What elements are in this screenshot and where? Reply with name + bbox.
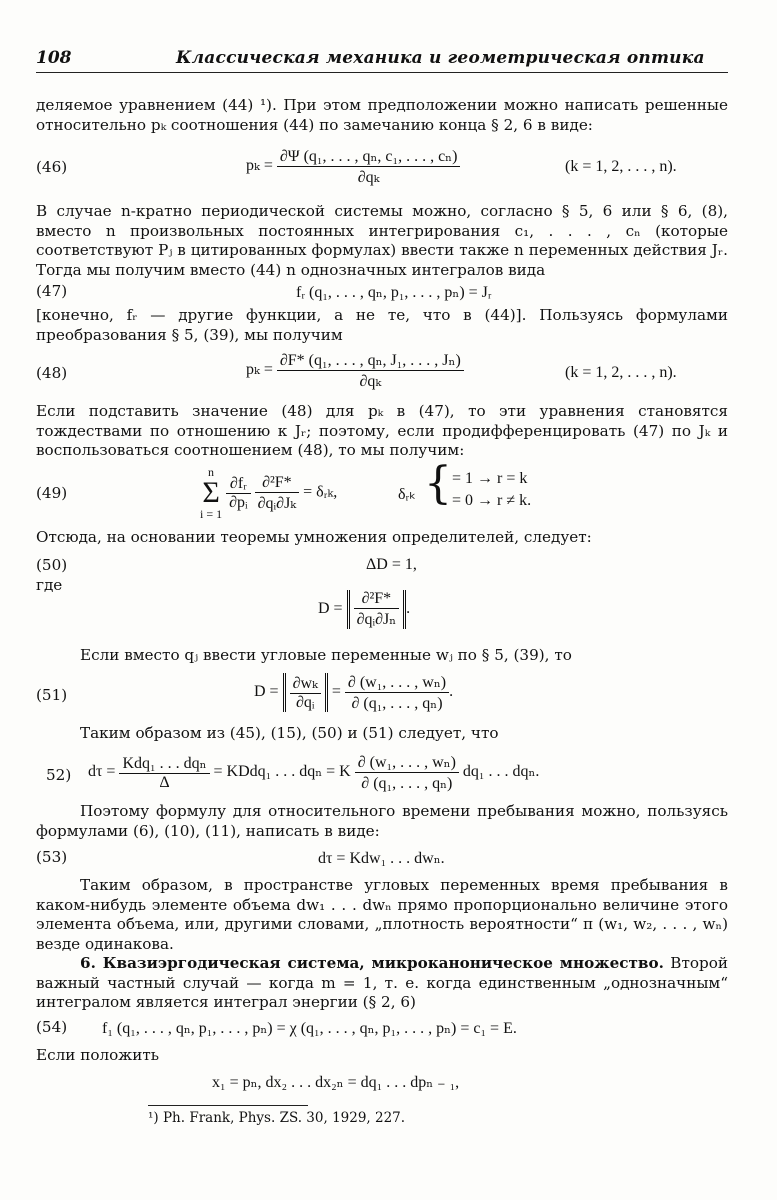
eqD-numerator: ∂²F* bbox=[354, 590, 400, 609]
eq49-delta: δᵣₖ bbox=[398, 486, 417, 503]
eq46-condition: (k = 1, 2, . . . , n). bbox=[565, 158, 677, 175]
eq49-sum-bottom: i = 1 bbox=[200, 507, 223, 521]
eq53-number: (53) bbox=[36, 848, 68, 866]
eq49-fraction-1 bbox=[226, 475, 251, 512]
eq49-fraction-2 bbox=[255, 474, 300, 513]
eq48-condition: (k = 1, 2, . . . , n). bbox=[565, 364, 677, 381]
paragraph-2: В случае n-кратно периодической системы можно, согласно § 5, 6 или § 6, (8), вместо n произвольных постоянных интегрирования c₁, . . . , cₙ (которые соответствуют Pⱼ в цитированных формулах) ввести также n переменных действия Jᵣ. Тогда мы получим вместо (44) n однозначных интегралов вида bbox=[36, 202, 728, 279]
eq52-tail: dq₁ . . . dqₙ. bbox=[462, 763, 540, 781]
paragraph-10-text: Второй важный частный случай — когда m = 1, т. е. когда единственным „однозначным“ интегралом является интеграл энергии (§ 2, 6) bbox=[36, 954, 728, 1011]
sigma-symbol: Σ bbox=[202, 476, 220, 509]
eq49-summation bbox=[200, 466, 222, 520]
eq52-n1: Kdq₁ . . . dqₙ bbox=[119, 753, 209, 774]
eqD-denominator: ∂qᵢ∂Jₙ bbox=[356, 611, 397, 628]
eq52-fraction-1 bbox=[119, 753, 209, 792]
eq47-number: (47) bbox=[36, 282, 68, 300]
eq52-fraction-2 bbox=[355, 752, 459, 793]
equation-49 bbox=[200, 466, 337, 520]
eq51-tail: . bbox=[449, 683, 454, 701]
eq49-f2-num: ∂²F* bbox=[255, 474, 300, 493]
paragraph-9: Таким образом, в пространстве угловых переменных время пребывания в каком-нибудь элементе объема dw₁ . . . dwₙ прямо пропорционально величине этого элемента объема, или, другими словами, „плотность вероятности“ π (w₁, w₂, . . . , wₙ) везде одинакова. bbox=[36, 876, 728, 953]
equation-46 bbox=[246, 146, 460, 187]
paragraph-11: Если положить bbox=[36, 1046, 160, 1064]
eq49-number: (49) bbox=[36, 484, 68, 502]
page-number: 108 bbox=[36, 48, 72, 68]
eq51-equals: = bbox=[331, 683, 341, 701]
equation-D bbox=[318, 590, 410, 629]
eq51-fraction-2 bbox=[345, 672, 449, 713]
eq49-f2-den: ∂qᵢ∂Jₖ bbox=[257, 494, 297, 512]
equation-51 bbox=[254, 672, 453, 713]
eq46-number: (46) bbox=[36, 158, 68, 176]
eq50-number: (50) bbox=[36, 556, 68, 574]
footnote-rule bbox=[148, 1105, 308, 1106]
eq48-number: (48) bbox=[36, 364, 68, 382]
paragraph-10 bbox=[36, 954, 728, 1013]
where-word: где bbox=[36, 576, 63, 594]
paragraph-6: Если вместо qⱼ ввести угловые переменные wⱼ по § 5, (39), то bbox=[80, 646, 572, 664]
equation-47: fᵣ (q₁, . . . , qₙ, p₁, . . . , pₙ) = Jᵣ bbox=[296, 284, 492, 301]
eq49-rhs: = δᵣₖ, bbox=[303, 483, 338, 501]
eq51-determinant bbox=[283, 673, 328, 712]
eq52-n2: ∂ (w₁, . . . , wₙ) bbox=[355, 752, 459, 773]
eq51-n2: ∂ (w₁, . . . , wₙ) bbox=[345, 672, 449, 693]
left-brace: { bbox=[424, 458, 452, 509]
eq51-number: (51) bbox=[36, 686, 68, 704]
page-header bbox=[36, 44, 728, 74]
eq46-fraction bbox=[277, 146, 461, 187]
eq52-number: 52) bbox=[46, 766, 72, 784]
eq49-case-2: = 0 → r ≠ k. bbox=[452, 492, 532, 509]
equation-53: dτ = Kdw₁ . . . dwₙ. bbox=[318, 850, 445, 867]
eq51-n1: ∂wₖ bbox=[290, 673, 321, 694]
eq49-f1-num: ∂fᵣ bbox=[226, 475, 251, 494]
eq52-lhs: dτ = bbox=[88, 763, 116, 781]
eq52-d2: ∂ (q₁, . . . , qₙ) bbox=[361, 775, 453, 792]
eqD-lhs: D = bbox=[318, 600, 343, 618]
eq46-denominator: ∂qₖ bbox=[357, 169, 380, 186]
eq49-f1-den: ∂pᵢ bbox=[229, 493, 248, 511]
eq49-sum-top: n bbox=[208, 465, 215, 479]
eq48-lhs: pₖ = bbox=[246, 361, 273, 379]
eq52-mid: = KDdq₁ . . . dqₙ = K bbox=[213, 763, 351, 781]
paragraph-1: деляемое уравнением (44) ¹). При этом предположении можно написать решенные относительно pₖ соотношения (44) по замечанию конца § 2, 6 в виде: bbox=[36, 96, 728, 134]
eq48-fraction bbox=[277, 350, 464, 391]
eqD-fraction bbox=[354, 590, 400, 629]
footnote: ¹) Ph. Frank, Phys. ZS. 30, 1929, 227. bbox=[148, 1110, 406, 1126]
equation-55: x₁ = pₙ, dx₂ . . . dx₂ₙ = dq₁ . . . dpₙ ₋ ₁, bbox=[212, 1074, 460, 1091]
eq51-d1: ∂qᵢ bbox=[295, 694, 315, 711]
equation-50: ΔD = 1, bbox=[366, 556, 417, 573]
paragraph-3: [конечно, fᵣ — другие функции, а не те, что в (44)]. Пользуясь формулами преобразования § 5, (39), мы получим bbox=[36, 306, 728, 344]
eq52-d1: Δ bbox=[159, 774, 170, 791]
eq51-fraction-1 bbox=[290, 673, 321, 712]
paragraph-5: Отсюда, на основании теоремы умножения определителей, следует: bbox=[36, 528, 592, 546]
eq48-numerator: ∂F* (q₁, . . . , qₙ, J₁, . . . , Jₙ) bbox=[277, 350, 464, 371]
eq48-denominator: ∂qₖ bbox=[359, 373, 382, 390]
eq46-lhs: pₖ = bbox=[246, 157, 273, 175]
section-heading-6: 6. Квазиэргодическая система, микроканоническое множество. bbox=[80, 954, 664, 972]
eqD-tail: . bbox=[406, 600, 411, 618]
equation-54: f₁ (q₁, . . . , qₙ, p₁, . . . , pₙ) = χ (q₁, . . . , qₙ, p₁, . . . , pₙ) = c₁ = E. bbox=[102, 1020, 517, 1037]
eq49-case-1: = 1 → r = k bbox=[452, 470, 528, 487]
paragraph-8: Поэтому формулу для относительного времени пребывания можно, пользуясь формулами (6), (10), (11), написать в виде: bbox=[36, 802, 728, 840]
eq54-number: (54) bbox=[36, 1018, 68, 1036]
eq51-d2: ∂ (q₁, . . . , qₙ) bbox=[351, 695, 443, 712]
header-rule bbox=[36, 72, 728, 73]
paragraph-7: Таким образом из (45), (15), (50) и (51) следует, что bbox=[80, 724, 499, 742]
paragraph-4: Если подставить значение (48) для pₖ в (47), то эти уравнения становятся тождествами по отношению к Jᵣ; поэтому, если продифференцировать (47) по Jₖ и воспользоваться соотношением (48), то мы получим: bbox=[36, 402, 728, 459]
equation-48 bbox=[246, 350, 464, 391]
eq46-numerator: ∂Ψ (q₁, . . . , qₙ, c₁, . . . , cₙ) bbox=[277, 146, 461, 167]
eq51-lhs: D = bbox=[254, 683, 279, 701]
equation-52 bbox=[88, 752, 539, 793]
eqD-determinant bbox=[347, 590, 407, 629]
running-title: Классическая механика и геометрическая оптика bbox=[176, 48, 705, 68]
